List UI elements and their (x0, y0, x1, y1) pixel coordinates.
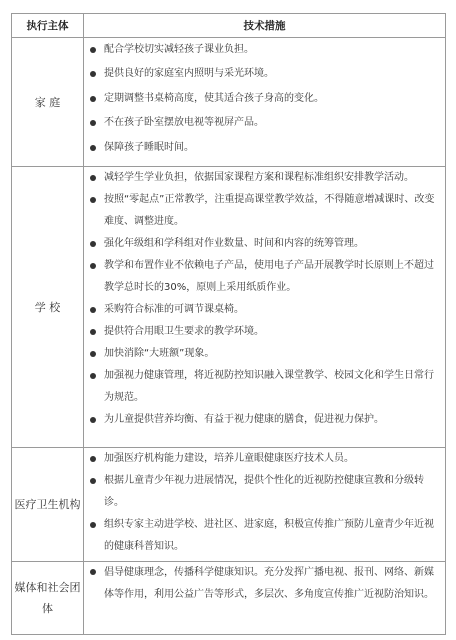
measure-list (84, 562, 439, 605)
measure-list (84, 38, 439, 160)
list-item: 减轻学生学业负担，依据国家课程方案和课程标准组织安排教学活动。 (84, 167, 439, 189)
table-header-row (12, 14, 446, 38)
measure-list (84, 448, 439, 558)
list-item: 加强医疗机构能力建设，培养儿童眼健康医疗技术人员。 (84, 448, 439, 470)
subject-family: 家 庭 (12, 38, 84, 167)
list-item: 加快消除“大班额”现象。 (84, 343, 439, 365)
list-item: 倡导健康理念，传播科学健康知识。充分发挥广播电视、报刊、网络、新媒体等作用，利用公益广告等形式，多层次、多角度宣传推广近视防治知识。 (84, 562, 439, 605)
subject-school: 学 校 (12, 167, 84, 448)
list-item: 强化年级组和学科组对作业数量、时间和内容的统筹管理。 (84, 233, 439, 255)
measures-school (84, 167, 446, 448)
list-item: 提供良好的家庭室内照明与采光环境。 (84, 62, 439, 86)
list-item: 采购符合标准的可调节课桌椅。 (84, 299, 439, 321)
list-item: 定期调整书桌椅高度，使其适合孩子身高的变化。 (84, 87, 439, 111)
measures-table (11, 13, 446, 635)
header-measures: 技术措施 (84, 14, 446, 38)
measures-media (84, 562, 446, 635)
measure-list (84, 167, 439, 431)
table-row-family (12, 38, 446, 167)
list-item: 加强视力健康管理，将近视防控知识融入课堂教学、校园文化和学生日常行为规范。 (84, 365, 439, 409)
table-row-school (12, 167, 446, 448)
subject-media: 媒体和社会团体 (12, 562, 84, 635)
list-item: 为儿童提供营养均衡、有益于视力健康的膳食，促进视力保护。 (84, 409, 439, 431)
list-item: 按照“零起点”正常教学，注重提高课堂教学效益，不得随意增减课时、改变难度、调整进度。 (84, 189, 439, 233)
measures-family (84, 38, 446, 167)
subject-medical: 医疗卫生机构 (12, 448, 84, 562)
list-item: 教学和布置作业不依赖电子产品，使用电子产品开展教学时长原则上不超过教学总时长的30%，原则上采用纸质作业。 (84, 255, 439, 299)
list-item: 组织专家主动进学校、进社区、进家庭，积极宣传推广预防儿童青少年近视的健康科普知识。 (84, 514, 439, 558)
measures-medical (84, 448, 446, 562)
list-item: 根据儿童青少年视力进展情况，提供个性化的近视防控健康宣教和分级转诊。 (84, 470, 439, 514)
list-item: 不在孩子卧室摆放电视等视屏产品。 (84, 111, 439, 135)
list-item: 保障孩子睡眠时间。 (84, 136, 439, 160)
list-item: 配合学校切实减轻孩子课业负担。 (84, 38, 439, 62)
table-row-medical (12, 448, 446, 562)
header-subject: 执行主体 (12, 14, 84, 38)
list-item: 提供符合用眼卫生要求的教学环境。 (84, 321, 439, 343)
table-row-media (12, 562, 446, 635)
